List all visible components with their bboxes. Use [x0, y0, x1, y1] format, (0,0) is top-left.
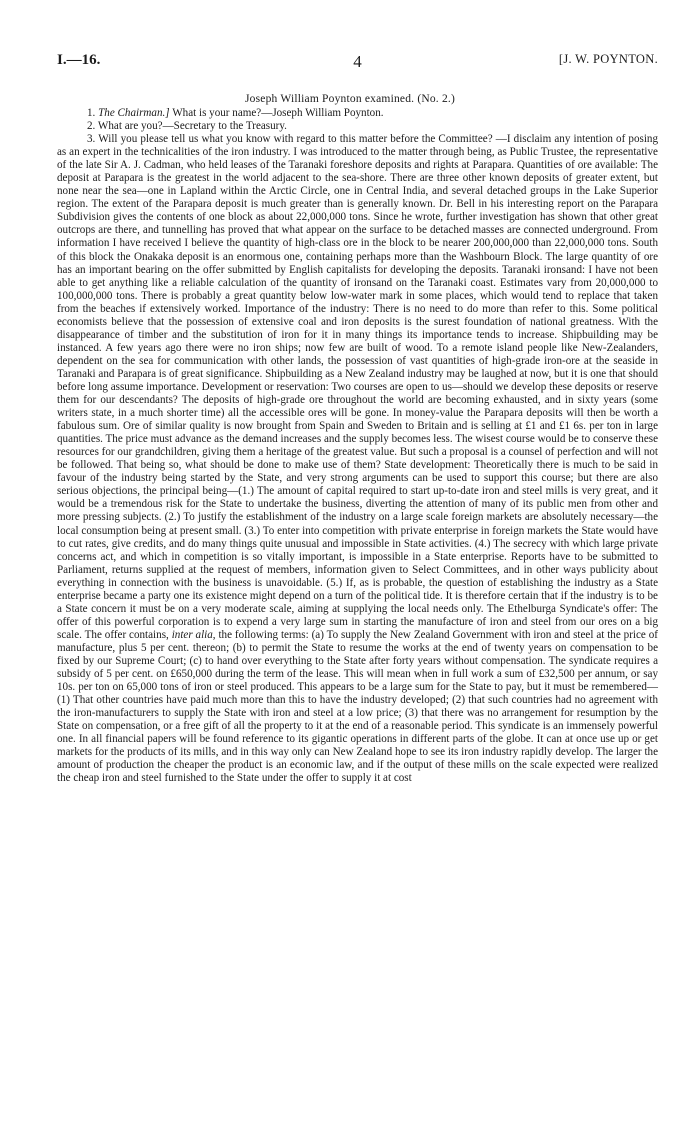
witness-name-header: [J. W. POYNTON. [558, 52, 658, 66]
question-number: 2. [87, 120, 96, 133]
question-2 [57, 120, 658, 133]
speaker-name: The Chairman.] [98, 107, 170, 119]
question-3 [57, 133, 658, 785]
question-text: Will you please tell us what you know with regard to this matter before the Committee? —I disclaim any intention of posing as an expert in the technicalities of the iron industry. I was introduced to the matter through being, as Public Trustee, the representative of the late Sir A. J. Cadman, who held leases of the Taranaki foreshore deposits and rights at Parapara. Quantities of ore available: The deposit at Parapara is the greatest in the world adjacent to the sea-shore. There are three other known deposits of greater extent, but none near the sea—one in Lapland within the Arctic Circle, one in Central India, and several detached groups in the Lake Superior region. The extent of the Parapara deposit is much greater than is generally known. Dr. Bell in his interesting report on the Parapara Subdivision gives the contents of one block as about 22,000,000 tons. Since he wrote, further investigation has shown that other great outcrops are there, and tunnelling has proved that what appear on the surface to be detached masses are connected underground. From information I have received I believe the quantity of high-class ore in the block to be nearer 200,000,000 than 22,000,000 tons. South of this block the Onakaka deposit is an enormous one, containing perhaps more than the Washbourn Block. The large quantity of ore has an important bearing on the offer submitted by English capitalists for developing the deposits. Taranaki ironsand: I have not been able to get anything like a reliable calculation of the quantity of ironsand on the Taranaki coast. Estimates vary from 20,000,000 to 100,000,000 tons. There is probably a great quantity below low-water mark in some places, which would tend to replace that taken from the beaches if extensively worked. Importance of the industry: There is no need to do more than refer to this. Some political economists believe that the possession of extensive coal and iron deposits is the surest foundation of national greatness. With the disappearance of timber and the substitution of iron for it in many things its importance tends to increase. Shipbuilding may be instanced. A few years ago there were no iron ships; now few are built of wood. To a remote island people like New-Zealanders, dependent on the sea for communication with other lands, the possession of vast quantities of high-grade iron-ore at the seaside in Taranaki and Parapara is of great significance. Shipbuilding as a New Zealand industry may be laughed at now, but it is one that should before long assume importance. Development or reservation: Two courses are open to us—should we develop these deposits or reserve them for our descendants? The deposits of high-grade ore throughout the world are becoming exhausted, and in sixty years (some writers state, in a much shorter time) all the accessible ores will be gone. In money-value the Parapara deposits will then be worth a fabulous sum. Ore of similar quality is now brought from Spain and Sweden to Britain and is selling at £1 and £1 6s. per ton in large quantities. The price must advance as the demand increases and the supply becomes less. The wisest course would be to conserve these resources for our grandchildren, giving them a heritage of the greatest value. But such a proposal is a counsel of perfection and will not be followed. That being so, what should be done to make use of them? State development: Theoretically there is much to be said in favour of the industry being started by the State, and very strong arguments can be used to support this course; but there are also serious objections, the principal being—(1.) The amount of capital required to start up-to-date iron and steel mills is very great, and it would be a tremendous risk for the State to undertake the business, diverting the attention of many of its public men from other and more pressing subjects. (2.) To justify the establishment of the industry on a large scale foreign markets are absolutely necessary—the local consumption being at present small. (3.) To enter into competition with private enterprise in foreign markets the State would have to cut rates, give credits, and do many things quite unusual and impossible in State activities. (4.) The secrecy with which large private concerns act, and which in competition is so vitally important, is impossible in a State enterprise. Reports have to be submitted to Parliament, returns supplied at the request of members, information given to Select Committees, and in other ways publicity about everything in connection with the business is unavoidable. (5.) If, as is probable, the question of establishing the industry as a State enterprise became a party one its existence might depend on a turn of the political tide. It is therefore certain that if the industry is to be a State concern it must be on a very moderate scale, aiming at supplying the local needs only. The Ethelburga Syndicate's offer: The offer of this powerful corporation is to expend a very large sum in starting the manufacture of iron and steel from our ores on a big scale. The offer contains, [57, 133, 658, 641]
question-number: 3. [87, 133, 96, 146]
question-text: What is your name?—Joseph William Poynton. [169, 107, 384, 119]
examination-heading: Joseph William Poynton examined. (No. 2.) [244, 93, 456, 105]
latin-phrase: inter alia [171, 628, 213, 641]
question-text: What are you?—Secretary to the Treasury. [95, 120, 287, 133]
question-number: 1. [87, 107, 96, 119]
evidence-body [57, 107, 658, 785]
question-1 [57, 107, 658, 120]
running-head [57, 52, 658, 74]
question-text-continued: , the following terms: (a) To supply the New Zealand Government with iron and steel at the price of manufacture, plus 5 per cent. thereon; (b) to permit the State to resume the works at the end of twenty years on compensation to be fixed by our Supreme Court; (c) to hand over everything to the State after forty years without compensation. The syndicate requires a subsidy of 5 per cent. on £650,000 during the term of the lease. This will mean when in full work a sum of £32,500 per annum, or say 10s. per ton on 65,000 tons of iron or steel produced. This appears to be a large sum for the State to pay, but it must be remembered—(1) That other countries have paid much more than this to have the industry developed; (2) that such countries had no agreement with the iron-manufacturers to supply the State with iron and steel at a low price; (3) that there was no arrangement for resumption by the State on compensation, or a free gift of all the property to it at the end of a reasonable period. This syndicate is an immensely powerful one. In all financial papers will be found reference to its gigantic operations in different parts of the globe. It can at once use up or get markets for the products of its mills, and in this way only can New Zealand hope to see its iron industry rapidly develop. The larger the amount of production the cheaper the product is an economic law, and if the output of these mills on the scale expected were realized the cheap iron and steel furnished to the State under the offer to supply it at cost [57, 628, 658, 785]
document-reference: I.—16. [57, 52, 101, 68]
page-number: 4 [353, 52, 362, 71]
